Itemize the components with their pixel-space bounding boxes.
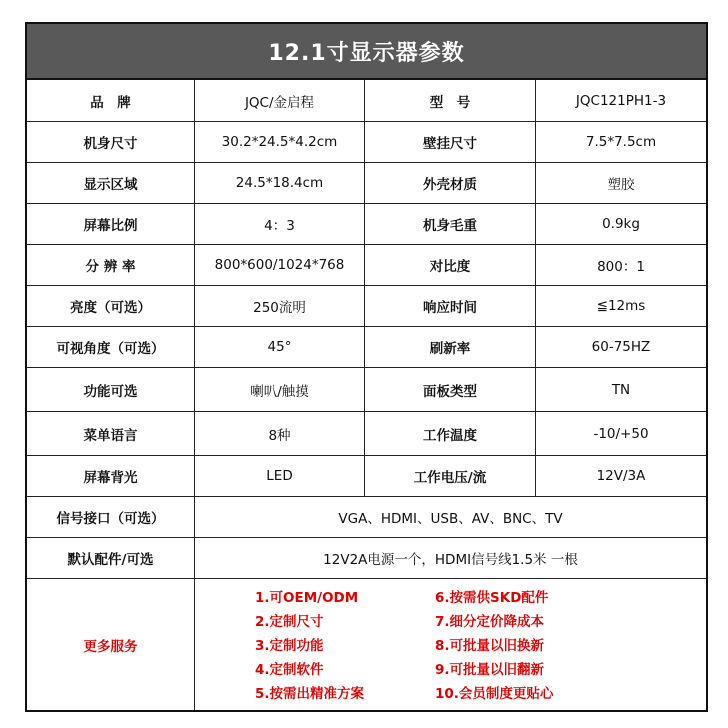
spec-value: 喇叭/触摸: [195, 368, 365, 411]
spec-value: 250流明: [195, 286, 365, 326]
table-row: [27, 122, 706, 163]
spec-key: 响应时间: [365, 286, 536, 326]
spec-key: 对比度: [365, 245, 536, 285]
spec-key: 机身尺寸: [27, 122, 195, 162]
spec-key: 面板类型: [365, 368, 536, 411]
service-item: 5.按需出精准方案: [255, 686, 365, 702]
spec-key: 屏幕比例: [27, 204, 195, 244]
spec-value: -10/+50: [593, 425, 649, 442]
spec-value: 12V/3A: [596, 468, 646, 484]
table-row: [27, 412, 706, 456]
spec-key: 品 牌: [27, 80, 195, 121]
spec-key: 亮度（可选）: [27, 286, 195, 326]
accessories-label: 默认配件/可选: [27, 538, 195, 578]
page-title: 12.1寸显示器参数: [27, 24, 706, 80]
spec-value: JQC/金启程: [195, 80, 365, 121]
accessories-row: [27, 538, 706, 579]
spec-value: 塑胶: [607, 177, 635, 193]
spec-value: LED: [195, 456, 365, 496]
spec-value: 8种: [195, 412, 365, 455]
service-item: 7.细分定价降成本: [435, 614, 545, 630]
spec-sheet: [25, 22, 708, 712]
service-item: 6.按需供SKD配件: [435, 590, 549, 606]
spec-value: 60-75HZ: [591, 339, 651, 355]
table-row: [27, 286, 706, 327]
spec-key: 菜单语言: [27, 412, 195, 455]
table-row: [27, 163, 706, 204]
spec-value: ≦12ms: [596, 298, 646, 314]
service-item: 10.会员制度更贴心: [435, 686, 554, 702]
service-item: 1.可OEM/ODM: [255, 590, 359, 606]
spec-key: 刷新率: [365, 327, 536, 367]
service-item: 8.可批量以旧换新: [435, 638, 545, 654]
spec-key: 外壳材质: [365, 163, 536, 203]
spec-key: 屏幕背光: [27, 456, 195, 496]
spec-key: 分 辨 率: [27, 245, 195, 285]
service-item: 2.定制尺寸: [255, 614, 324, 630]
spec-value: 7.5*7.5cm: [585, 134, 657, 150]
spec-value: 30.2*24.5*4.2cm: [195, 122, 365, 162]
interface-row: [27, 497, 706, 538]
table-row: [27, 327, 706, 368]
spec-value: 800*600/1024*768: [195, 245, 365, 285]
table-row: [27, 80, 706, 122]
spec-key: 工作电压/流: [365, 456, 536, 496]
service-item: 3.定制功能: [255, 638, 324, 654]
table-row: [27, 204, 706, 245]
spec-key: 可视角度（可选）: [27, 327, 195, 367]
interface-value: VGA、HDMI、USB、AV、BNC、TV: [338, 511, 563, 527]
spec-key: 壁挂尺寸: [365, 122, 536, 162]
spec-key: 型 号: [365, 80, 536, 121]
spec-value: 800：1: [597, 259, 645, 275]
service-item: 4.定制软件: [255, 662, 324, 678]
service-item: 9.可批量以旧翻新: [435, 662, 545, 678]
spec-key: 功能可选: [27, 368, 195, 411]
interface-label: 信号接口（可选）: [27, 497, 195, 537]
table-row: [27, 245, 706, 286]
spec-value: 45°: [195, 327, 365, 367]
spec-value: 24.5*18.4cm: [195, 163, 365, 203]
table-row: [27, 368, 706, 412]
accessories-value: 12V2A电源一个，HDMI信号线1.5米 一根: [323, 552, 578, 568]
services-row: [27, 579, 706, 710]
spec-value: JQC121PH1-3: [575, 92, 667, 109]
spec-value: TN: [611, 381, 631, 398]
services-list: [195, 579, 706, 710]
table-row: [27, 456, 706, 497]
spec-key: 工作温度: [365, 412, 536, 455]
spec-key: 显示区域: [27, 163, 195, 203]
spec-key: 机身毛重: [365, 204, 536, 244]
spec-value: 4：3: [195, 204, 365, 244]
services-label: 更多服务: [27, 579, 195, 710]
spec-value: 0.9kg: [602, 216, 640, 232]
